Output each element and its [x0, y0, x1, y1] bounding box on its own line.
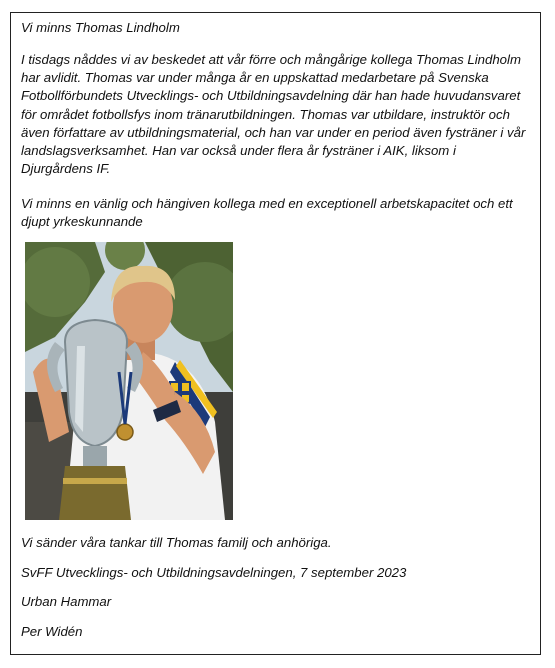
memorial-photo [25, 242, 233, 520]
photo-illustration [25, 242, 233, 520]
paragraph-announcement: I tisdags nåddes vi av beskedet att vår förre och mångårige kollega Thomas Lindholm har avlidit. Thomas var under många år en uppskattad medarbetare på Svenska Fotbollförbundets Utvecklings- och Utbildningsavdelning där han hade huvudansvaret för området fotbollsfys inom tränarutbildningen. Thomas var utbildare, instruktör och även författare av utbildningsmaterial, och han var under en period även fysträner i vår landslagsverksamhet. Han var också under flera år fysträner i AIK, liksom i Djurgårdens IF. [21, 52, 526, 177]
paragraph-memory: Vi minns en vänlig och hängiven kollega med en exceptionell arbetskapacitet och ett djupt yrkeskunnande [21, 196, 513, 230]
signatory-name: Urban Hammar [21, 594, 112, 609]
closing-line: Vi sänder våra tankar till Thomas familj och anhöriga. [21, 535, 332, 550]
document-frame [10, 12, 541, 655]
document-heading: Vi minns Thomas Lindholm [21, 20, 180, 35]
signatory-name: Per Widén [21, 624, 83, 639]
sender-line: SvFF Utvecklings- och Utbildningsavdelningen, 7 september 2023 [21, 565, 407, 580]
